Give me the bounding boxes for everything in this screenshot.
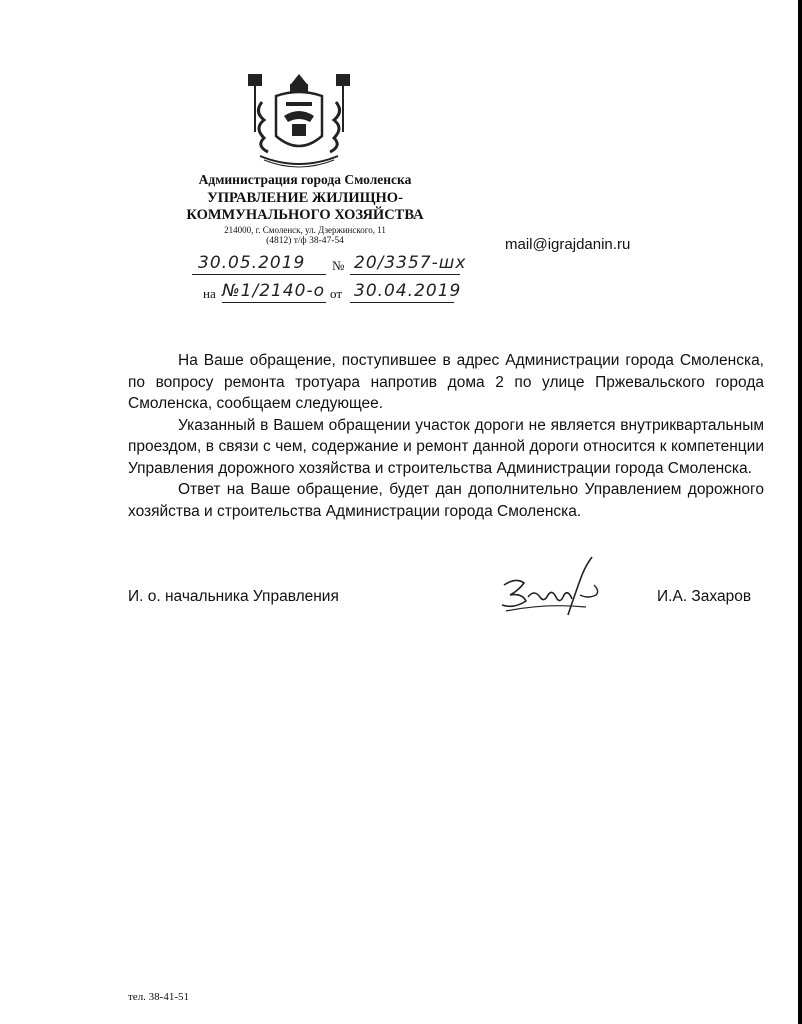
outgoing-number-underline (350, 274, 460, 275)
number-label: № (332, 258, 345, 273)
signatory-role: И. о. начальника Управления (128, 588, 339, 605)
reference-label: на (203, 286, 216, 301)
outgoing-date: 30.05.2019 (198, 253, 306, 273)
reference-from-label: от (330, 286, 343, 301)
outgoing-number: 20/3357-шх (354, 253, 467, 273)
recipient-email: mail@igrajdanin.ru (505, 236, 631, 253)
handwritten-signature-icon (496, 555, 606, 625)
reference-date-underline (350, 302, 454, 303)
signatory-name: И.А. Захаров (657, 588, 752, 605)
city-coat-of-arms-icon (246, 72, 352, 172)
body-paragraph-2: Указанный в Вашем обращении участок дороги не является внутриквартальным проездом, в связи с чем, содержание и ремонт данной дороги относится к компетенции Управления дорожного хозяйства и строительства Администрации города Смоленска. (128, 416, 764, 477)
department-name-line1: УПРАВЛЕНИЕ ЖИЛИЩНО- (207, 190, 403, 206)
reference-date: 30.04.2019 (354, 281, 462, 301)
department-name-line2: КОММУНАЛЬНОГО ХОЗЯЙСТВА (186, 207, 424, 223)
letter-body (128, 350, 764, 522)
reference-number-underline (222, 302, 326, 303)
body-paragraph-3: Ответ на Ваше обращение, будет дан дополнительно Управлением дорожного хозяйства и строительства Администрации города Смоленска. (128, 481, 764, 520)
department-address: 214000, г. Смоленск, ул. Дзержинского, 11 (224, 225, 386, 235)
footer-phone: тел. 38-41-51 (128, 991, 190, 1003)
department-phone: (4812) т/ф 38-47-54 (266, 236, 344, 246)
organization-name: Администрация города Смоленска (198, 172, 412, 187)
reference-number: №1/2140-о (222, 281, 326, 301)
outgoing-date-underline (192, 274, 326, 275)
body-paragraph-1: На Ваше обращение, поступившее в адрес Администрации города Смоленска, по вопросу ремонта тротуара напротив дома 2 по улице Пржевальского города Смоленска, сообщаем следующее. (128, 352, 764, 412)
